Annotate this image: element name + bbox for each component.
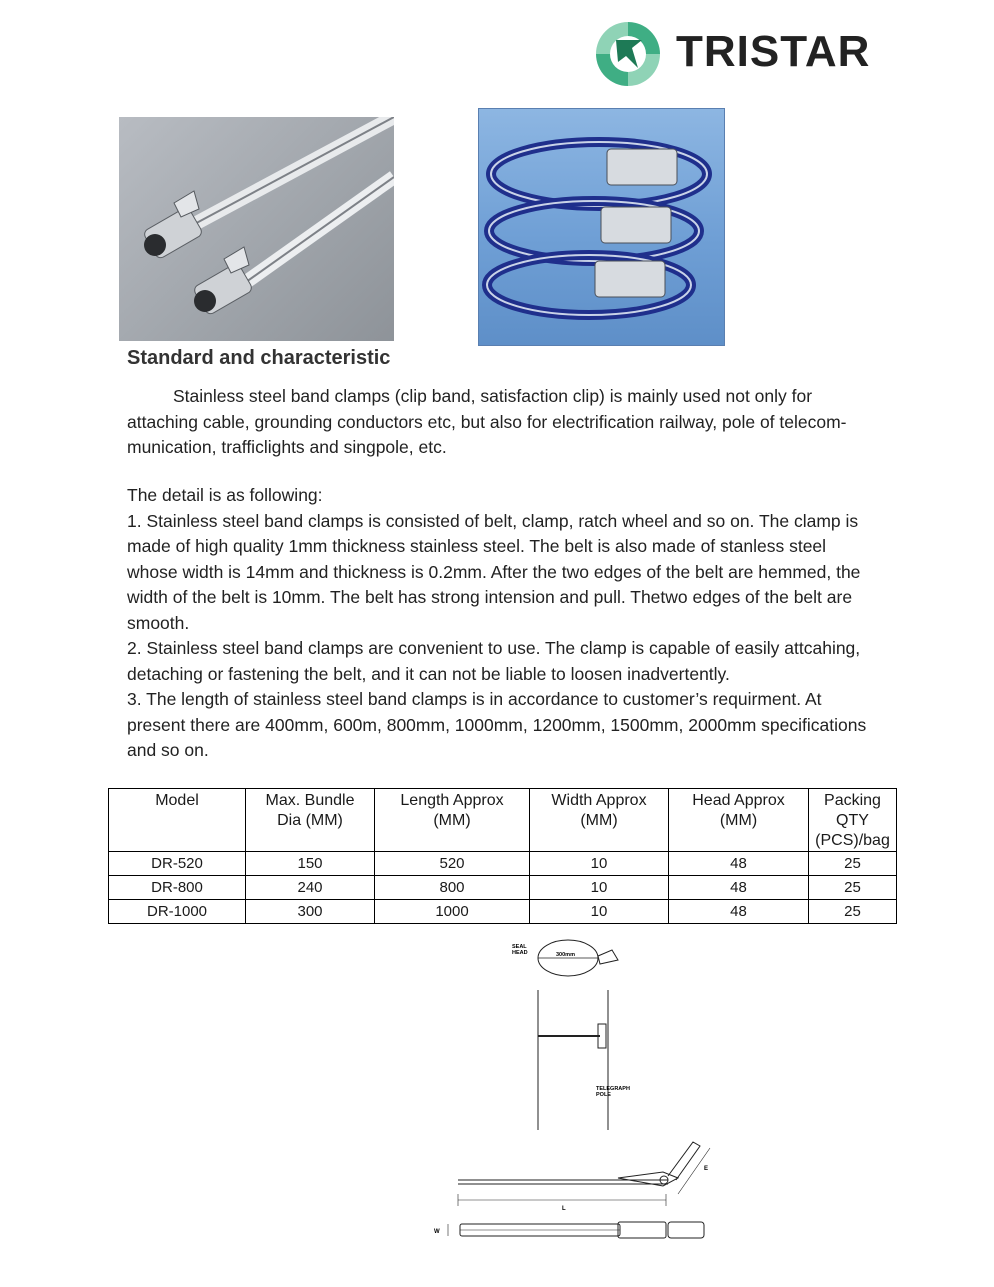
product-photo-clamps: [119, 117, 394, 341]
header-length: Length Approx (MM): [375, 789, 530, 852]
cell-length: 1000: [375, 900, 530, 924]
label-seal: SEAL: [512, 944, 527, 950]
detail-point: 2. Stainless steel band clamps are convenient to use. The clamp is capable of easily attcahing, detaching or fastening the belt, and it can not be liable to loosen inadvertently.: [127, 638, 861, 684]
tristar-logo-icon: [592, 18, 664, 90]
cell-bundle: 300: [246, 900, 375, 924]
cell-packing: 25: [809, 900, 897, 924]
cell-width: 10: [530, 900, 669, 924]
cell-width: 10: [530, 876, 669, 900]
cell-bundle: 240: [246, 876, 375, 900]
header-model: Model: [109, 789, 246, 852]
header-width: Width Approx (MM): [530, 789, 669, 852]
detail-point: 1. Stainless steel band clamps is consisted of belt, clamp, ratch wheel and so on. The clamp is made of high quality 1mm thickness stainless steel. The belt is also made of stanless steel whose width is 14mm and thickness is 0.2mm. After the two edges of the belt are hemmed, the width of the belt is 10mm. The belt has strong intension and pull. Thetwo edges of the belt are smooth.: [127, 510, 861, 633]
header-head: Head Approx (MM): [669, 789, 809, 852]
installation-diagram: [428, 932, 728, 1252]
header-max-bundle: Max. Bundle Dia (MM): [246, 789, 375, 852]
intro-paragraph: Stainless steel band clamps (clip band, satisfaction clip) is mainly used not only for attaching cable, grounding conductors etc, but also for electrification railway, pole of telecom-munication, trafficlights and singpole, etc.: [127, 386, 847, 457]
label-telegraph: TELEGRAPH: [596, 1086, 630, 1092]
brand-name: TRISTAR: [676, 27, 871, 76]
label-dim-e: E: [704, 1166, 709, 1172]
detail-heading: The detail is as following:: [127, 485, 323, 505]
cell-model: DR-520: [109, 852, 246, 876]
header-packing: Packing QTY (PCS)/bag: [809, 789, 897, 852]
cell-length: 800: [375, 876, 530, 900]
cell-model: DR-800: [109, 876, 246, 900]
cell-model: DR-1000: [109, 900, 246, 924]
product-photo-bands: [478, 108, 725, 346]
label-diameter: 300mm: [556, 952, 575, 958]
cell-packing: 25: [809, 876, 897, 900]
table-header-row: [109, 789, 897, 852]
detail-section: [127, 483, 874, 764]
spec-table: [108, 788, 897, 924]
cell-bundle: 150: [246, 852, 375, 876]
cell-head: 48: [669, 852, 809, 876]
detail-point: 3. The length of stainless steel band clamps is in accordance to customer’s requirment. At present there are 400mm, 600m, 800mm, 1000mm, 1200mm, 1500mm, 2000mm specifications and so on.: [127, 689, 867, 760]
label-pole: POLE: [596, 1092, 611, 1098]
cell-width: 10: [530, 852, 669, 876]
cell-head: 48: [669, 876, 809, 900]
label-dim-l: L: [562, 1206, 566, 1212]
seal-head-shape: [598, 950, 618, 964]
table-row: [109, 852, 897, 876]
cell-head: 48: [669, 900, 809, 924]
brand-logo: [592, 16, 871, 90]
cell-packing: 25: [809, 852, 897, 876]
table-row: [109, 900, 897, 924]
cell-length: 520: [375, 852, 530, 876]
label-dim-w: W: [434, 1229, 440, 1235]
label-head: HEAD: [512, 950, 528, 956]
section-heading: Standard and characteristic: [127, 347, 391, 369]
table-row: [109, 876, 897, 900]
